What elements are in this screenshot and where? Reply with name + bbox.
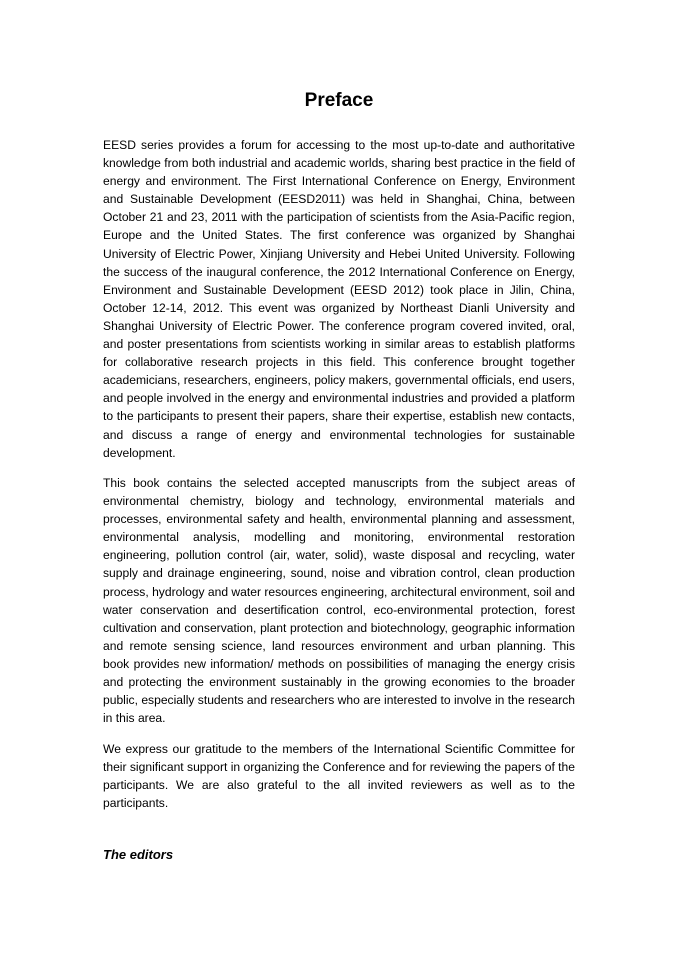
page-title: Preface bbox=[304, 90, 374, 111]
paragraph-acknowledgements: We express our gratitude to the members of the International Scientific Committee for their significant support in organizing the Conference and for reviewing the papers of the participants. We are also grateful to the all invited reviewers as well as to the participants. bbox=[103, 742, 575, 811]
signature: The editors bbox=[103, 847, 174, 862]
paragraph-conference-history: EESD series provides a forum for accessing to the most up-to-date and authoritative knowledge from both industrial and academic worlds, sharing best practice in the field of energy and environment. The First International Conference on Energy, Environment and Sustainable Development (EESD2011) was held in Shanghai, China, between October 21 and 23, 2011 with the participation of scientists from the Asia-Pacific region, Europe and the United States. The first conference was organized by Shanghai University of Electric Power, Xinjiang University and Hebei United University. Following the success of the inaugural conference, the 2012 International Conference on Energy, Environment and Sustainable Development (EESD 2012) took place in Jilin, China, October 12-14, 2012. This event was organized by Northeast Dianli University and Shanghai University of Electric Power. The conference program covered invited, oral, and poster presentations from scientists working in similar areas to establish platforms for collaborative research projects in this field. This conference brought together academicians, researchers, engineers, policy makers, governmental officials, end users, and people involved in the energy and environmental industries and provided a platform to the participants to present their papers, share their expertise, establish new contacts, and discuss a range of energy and environmental technologies for sustainable development. bbox=[103, 138, 575, 460]
paragraph-book-contents: This book contains the selected accepted manuscripts from the subject areas of environmental chemistry, biology and technology, environmental materials and processes, environmental safety and health, environmental planning and assessment, environmental analysis, modelling and monitoring, environmental restoration engineering, pollution control (air, water, solid), waste disposal and recycling, water supply and drainage engineering, sound, noise and vibration control, clean production process, hydrology and water resources engineering, architectural environment, soil and water conservation and desertification control, eco-environmental protection, forest cultivation and conservation, plant protection and biotechnology, geographic information and remote sensing science, land resources environment and urban planning. This book provides new information/ methods on possibilities of managing the energy crisis and protecting the environment sustainably in the growing economies to the broader public, especially students and researchers who are interested to involve in the research in this area. bbox=[103, 476, 575, 726]
